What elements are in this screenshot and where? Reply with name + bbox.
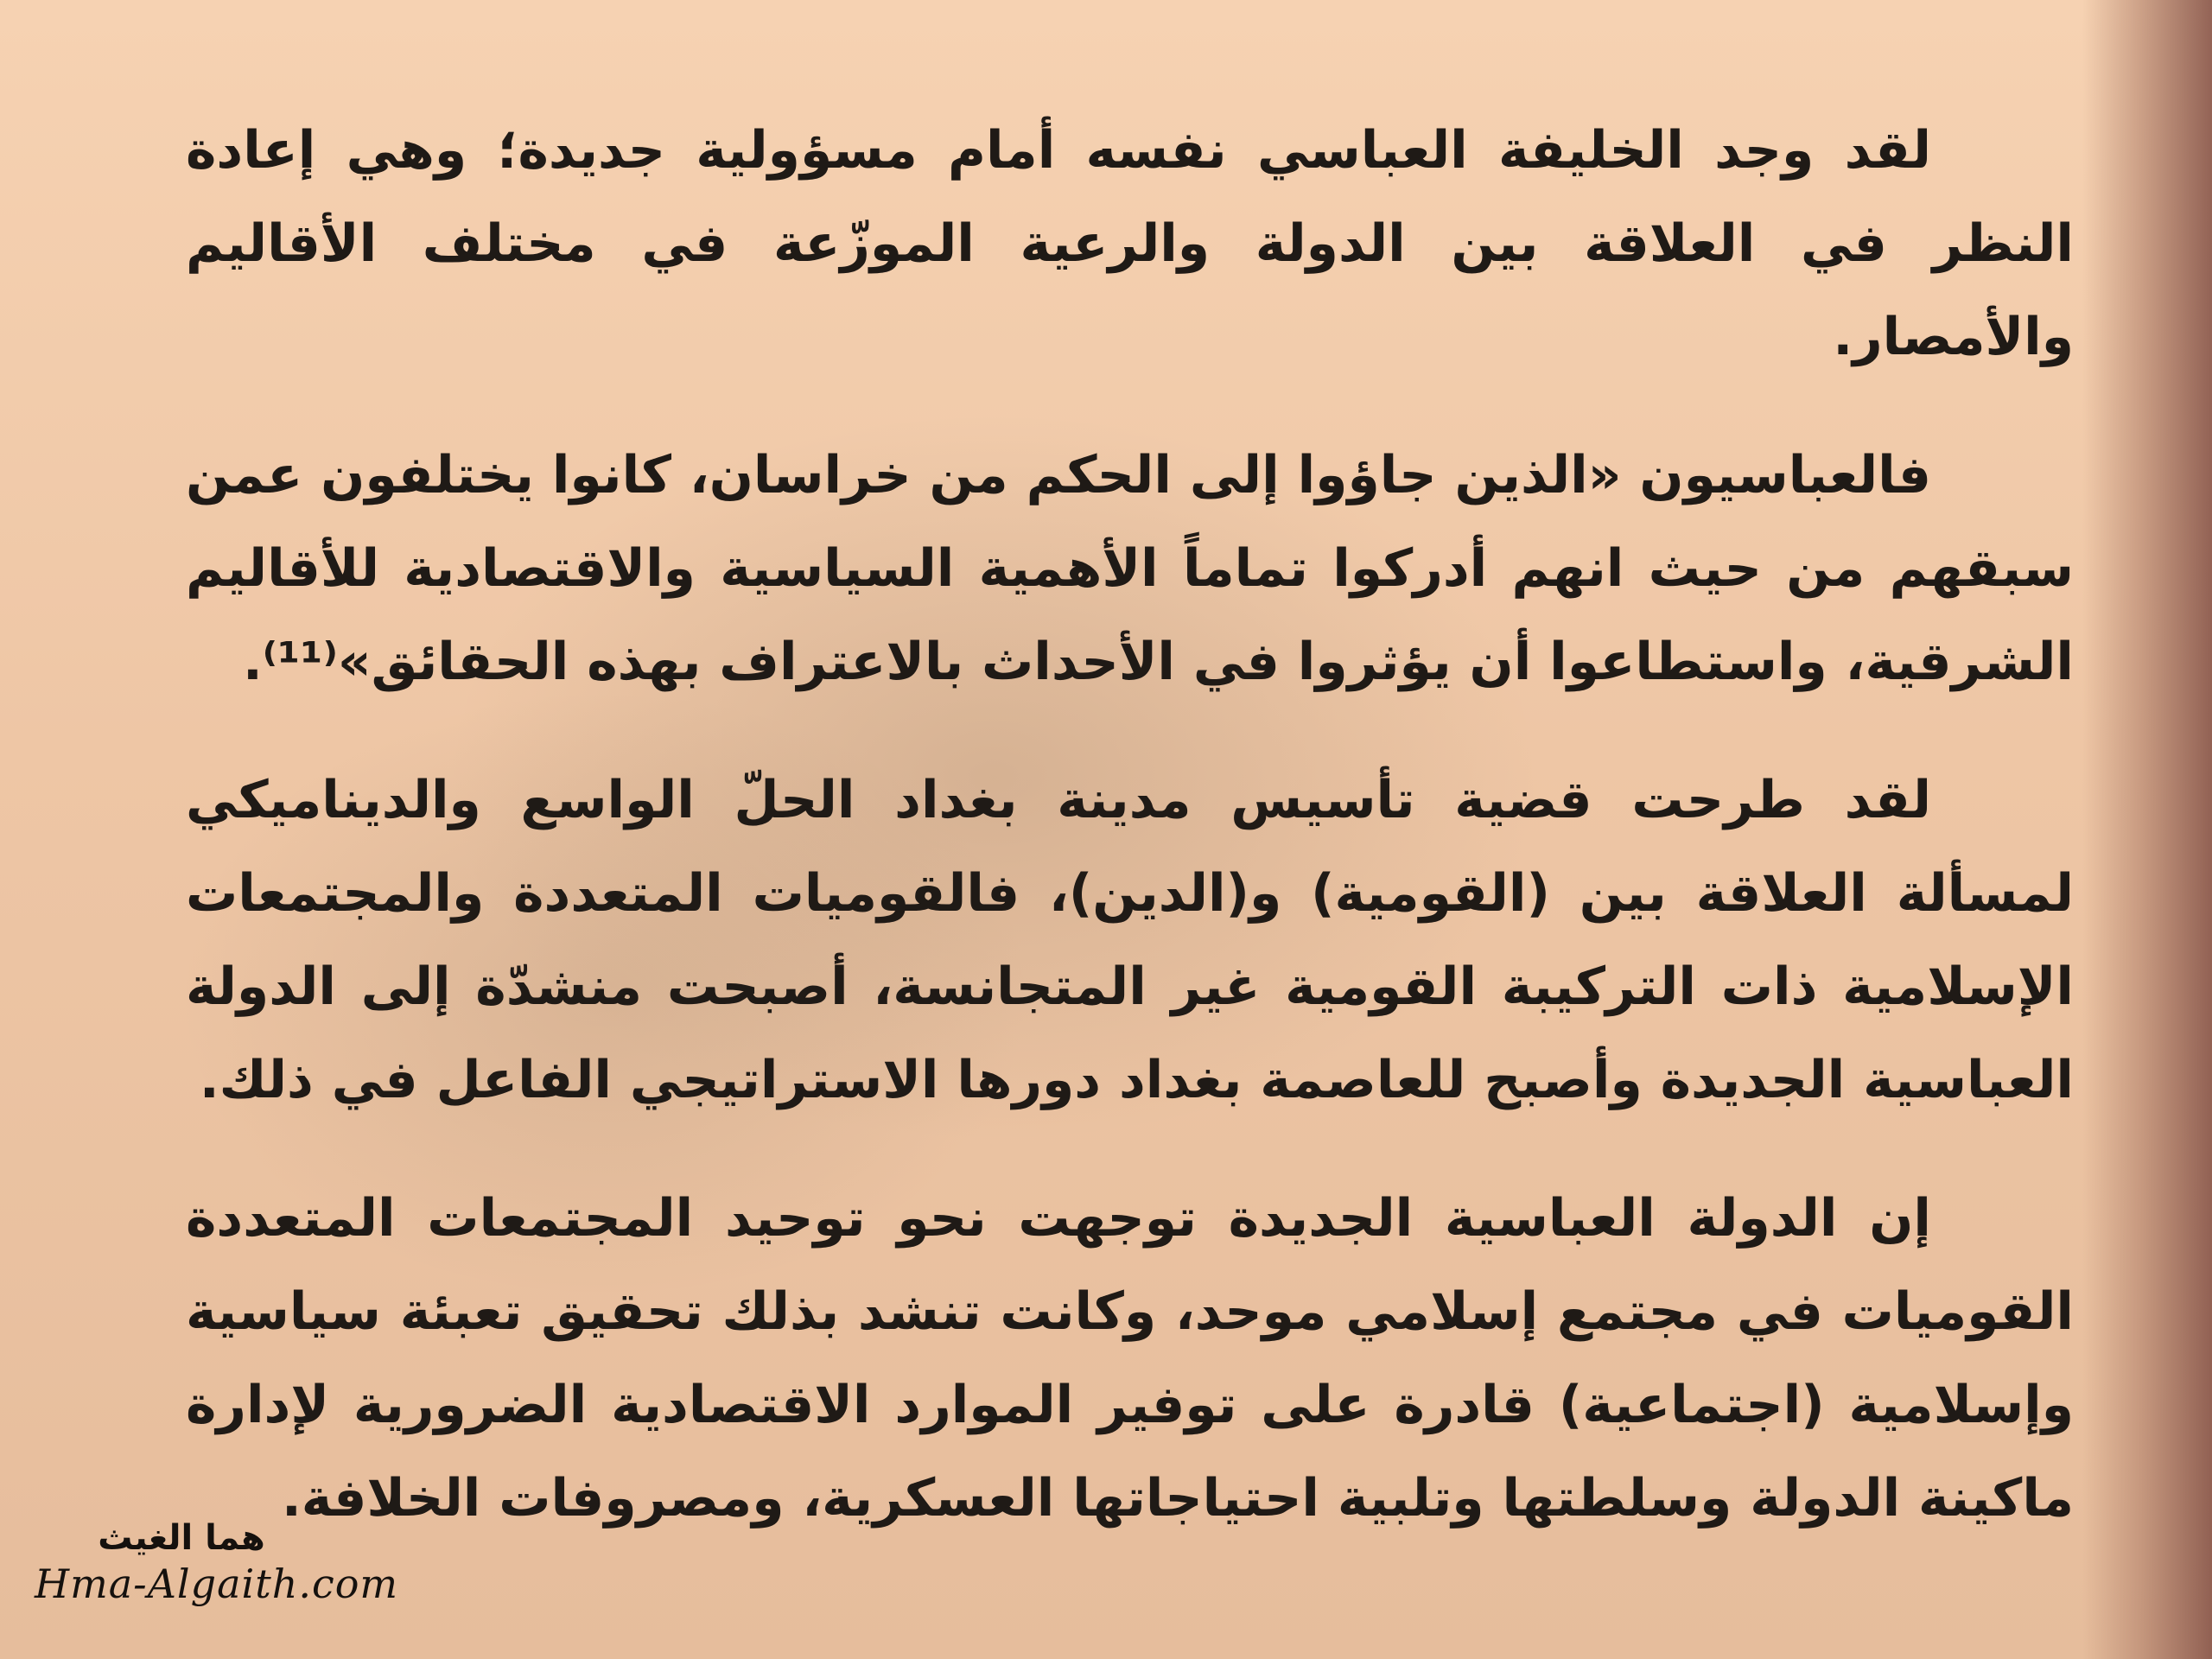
watermark-arabic-name: هما الغيث [98,1518,265,1558]
watermark [35,1516,432,1608]
page-gutter-shadow [2082,0,2212,1659]
paragraph-1: لقد وجد الخليفة العباسي نفسه أمام مسؤولية جديدة؛ وهي إعادة النظر في العلاقة بين الدولة والرعية الموزّعة في مختلف الأقاليم والأمصار. [186,120,2074,367]
page-body-text [186,104,2074,1590]
paragraph-4: إن الدولة العباسية الجديدة توجهت نحو توحيد المجتمعات المتعددة القوميات في مجتمع إسلامي موحد، وكانت تنشد بذلك تحقيق تعبئة سياسية وإسلامية (اجتماعية) قادرة على توفير الموارد الاقتصادية الضرورية لإدارة ماكينة الدولة وسلطتها وتلبية احتياجاتها العسكرية، ومصروفات الخلافة. [186,1188,2074,1529]
paragraph-3: لقد طرحت قضية تأسيس مدينة بغداد الحلّ الواسع والديناميكي لمسألة العلاقة بين (القومية) و(الدين)، فالقوميات المتعددة والمجتمعات الإسلامية ذات التركيبة القومية غير المتجانسة، أصبحت منشدّة إلى الدولة العباسية الجديدة وأصبح للعاصمة بغداد دورها الاستراتيجي الفاعل في ذلك. [186,770,2074,1110]
watermark-url: Hma-Algaith.com [35,1560,399,1607]
paragraph-2: فالعباسيون «الذين جاؤوا إلى الحكم من خراسان، كانوا يختلفون عمن سبقهم من حيث انهم أدركوا تماماً الأهمية السياسية والاقتصادية للأقاليم الشرقية، واستطاعوا أن يؤثروا في الأحداث بالاعتراف بهذه الحقائق»⁽¹¹⁾. [186,445,2074,692]
